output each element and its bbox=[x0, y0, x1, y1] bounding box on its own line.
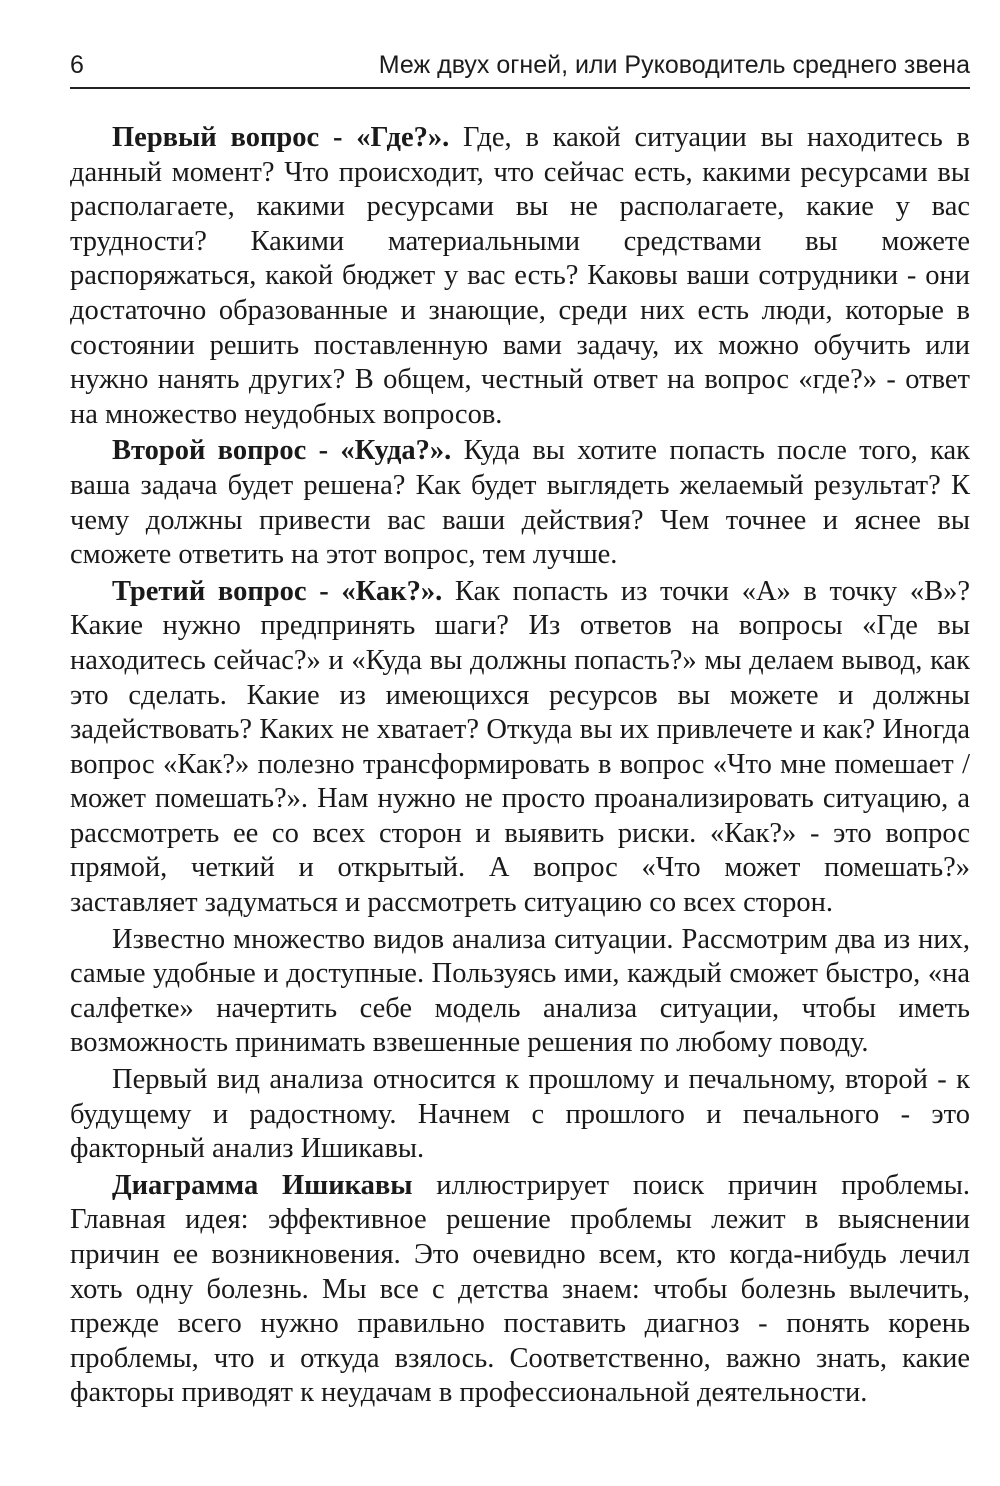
header-rule bbox=[70, 87, 970, 89]
page-number: 6 bbox=[70, 51, 84, 79]
body-text bbox=[70, 121, 970, 1413]
paragraph-first-analysis bbox=[70, 1063, 970, 1167]
paragraph-how bbox=[70, 575, 970, 921]
paragraph-lead: Второй вопрос - «Куда?». bbox=[112, 435, 452, 467]
paragraph-body: Где, в какой ситуации вы находитесь в данный момент? Что происходит, что сейчас есть, какими ресурсами вы располагаете, какими ресурсами вы не располагаете, какие у вас трудности? Какими материальными средствами вы можете распоряжаться, какой бюджет у вас есть? Каковы ваши сотрудники - они достаточно образованные и знающие, среди них есть люди, которые в состоянии решить поставленную вами задачу, их можно обучить или нужно нанять других? В общем, честный ответ на вопрос «где?» - ответ на множество неудобных вопросов. bbox=[70, 122, 970, 430]
paragraph-body: Известно множество видов анализа ситуации. Рассмотрим два из них, самые удобные и доступные. Пользуясь ими, каждый сможет быстро, «на салфетке» начертить себе модель анализа ситуации, чтобы иметь возможность принимать взвешенные решения по любому поводу. bbox=[70, 923, 970, 1059]
paragraph-where bbox=[70, 121, 970, 432]
paragraph-where-to bbox=[70, 434, 970, 572]
paragraph-analysis-types bbox=[70, 923, 970, 1061]
paragraph-lead: Первый вопрос - «Где?». bbox=[112, 122, 450, 153]
paragraph-lead: Третий вопрос - «Как?». bbox=[112, 575, 443, 607]
running-header bbox=[70, 40, 970, 80]
paragraph-body: Куда вы хотите попасть после того, как ваша задача будет решена? Как будет выглядеть желаемый результат? К чему должны привести вас ваши действия? Чем точнее и яснее вы сможете ответить на этот вопрос, тем лучше. bbox=[70, 435, 970, 571]
paragraph-ishikawa bbox=[70, 1169, 970, 1411]
paragraph-body: иллюстрирует поиск причин проблемы. Главная идея: эффективное решение проблемы лежит в выяснении причин ее возникновения. Это очевидно всем, кто когда-нибудь лечил хоть одну болезнь. Мы все с детства знаем: чтобы болезнь вылечить, прежде всего нужно правильно поставить диагноз - понять корень проблемы, что и откуда взялось. Соответственно, важно знать, какие факторы приводят к неудачам в профессиональной деятельности. bbox=[70, 1169, 970, 1409]
paragraph-lead: Диаграмма Ишикавы bbox=[112, 1169, 413, 1201]
paragraph-body: Как попасть из точки «А» в точку «В»? Какие нужно предпринять шаги? Из ответов на вопросы «Где вы находитесь сейчас?» и «Куда вы должны попасть?» мы делаем вывод, как это сделать. Какие из имеющихся ресурсов вы можете и должны задействовать? Каких не хватает? Откуда вы их привлечете и как? Иногда вопрос «Как?» полезно трансформировать в вопрос «Что мне помешает / может помешать?». Нам нужно не просто проанализировать ситуацию, а рассмотреть ее со всех сторон и выявить риски. «Как?» - это вопрос прямой, четкий и открытый. А вопрос «Что может помешать?» заставляет задуматься и рассмотреть ситуацию со всех сторон. bbox=[70, 575, 970, 919]
running-title: Меж двух огней, или Руководитель среднего звена bbox=[378, 51, 970, 79]
paragraph-body: Первый вид анализа относится к прошлому и печальному, второй - к будущему и радостному. Начнем с прошлого и печального - это факторный анализ Ишикавы. bbox=[70, 1064, 970, 1165]
